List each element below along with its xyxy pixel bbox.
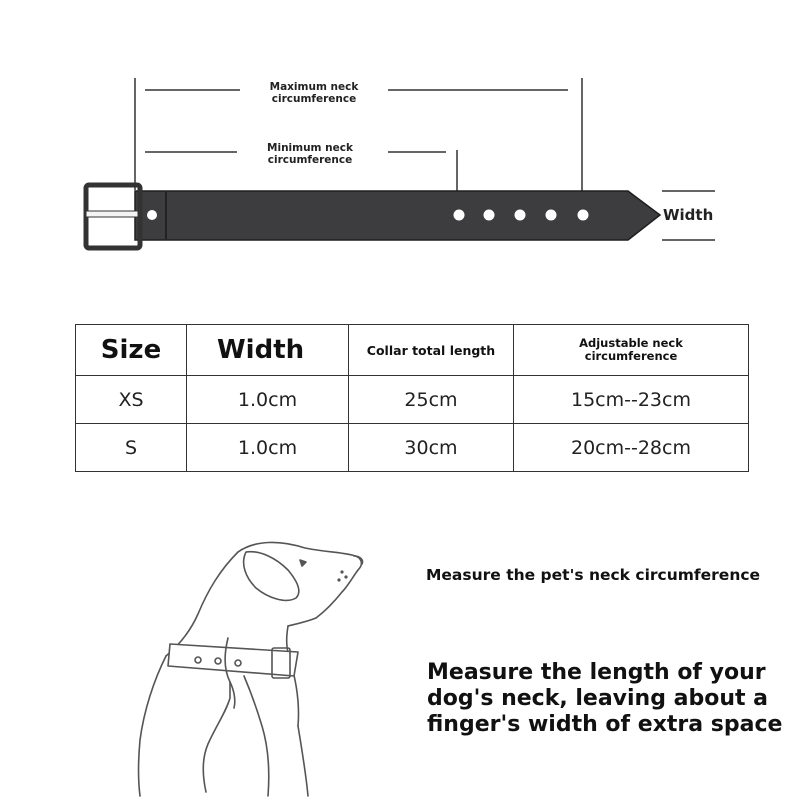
dog-eye <box>300 560 306 566</box>
cell-collar-length: 25cm <box>349 376 514 424</box>
whisker-dot <box>345 576 347 578</box>
collar-hole <box>147 210 157 220</box>
header-width: Width <box>187 325 349 376</box>
header-size: Size <box>76 325 187 376</box>
cell-neck-range: 20cm--28cm <box>514 424 749 472</box>
dog-head-outline <box>238 542 361 618</box>
measure-circumference-text: Measure the pet's neck circumference <box>426 566 761 584</box>
cell-size: XS <box>76 376 187 424</box>
header-adjustable-neck: Adjustable neck circumference <box>514 325 749 376</box>
whisker-dot <box>341 571 343 573</box>
cell-width: 1.0cm <box>187 376 349 424</box>
buckle-prong <box>86 211 138 217</box>
table-header-row <box>76 325 749 376</box>
width-label: Width <box>663 206 714 224</box>
whisker-dot <box>338 579 340 581</box>
cell-collar-length: 30cm <box>349 424 514 472</box>
table-row <box>76 376 749 424</box>
collar-hole <box>578 210 589 221</box>
header-collar-length: Collar total length <box>349 325 514 376</box>
collar-hole <box>484 210 495 221</box>
dog-body-outline <box>139 656 167 796</box>
collar-hole <box>546 210 557 221</box>
max-neck-label: Maximum neck circumference <box>269 81 359 105</box>
dog-ear <box>244 552 299 601</box>
collar-diagram <box>0 0 800 300</box>
dog-leg-outline <box>298 726 308 796</box>
min-neck-label: Minimum neck circumference <box>267 142 353 166</box>
collar-hole <box>515 210 526 221</box>
dog-illustration <box>120 530 380 800</box>
measure-length-text: Measure the length of your dog's neck, leaving about a finger's width of extra space <box>427 660 783 737</box>
collar-hole <box>454 210 465 221</box>
cell-neck-range: 15cm--23cm <box>514 376 749 424</box>
dog-mouth <box>288 618 316 626</box>
hand-finger <box>244 676 269 796</box>
size-table <box>75 324 749 472</box>
cell-width: 1.0cm <box>187 424 349 472</box>
table-row <box>76 424 749 472</box>
cell-size: S <box>76 424 187 472</box>
